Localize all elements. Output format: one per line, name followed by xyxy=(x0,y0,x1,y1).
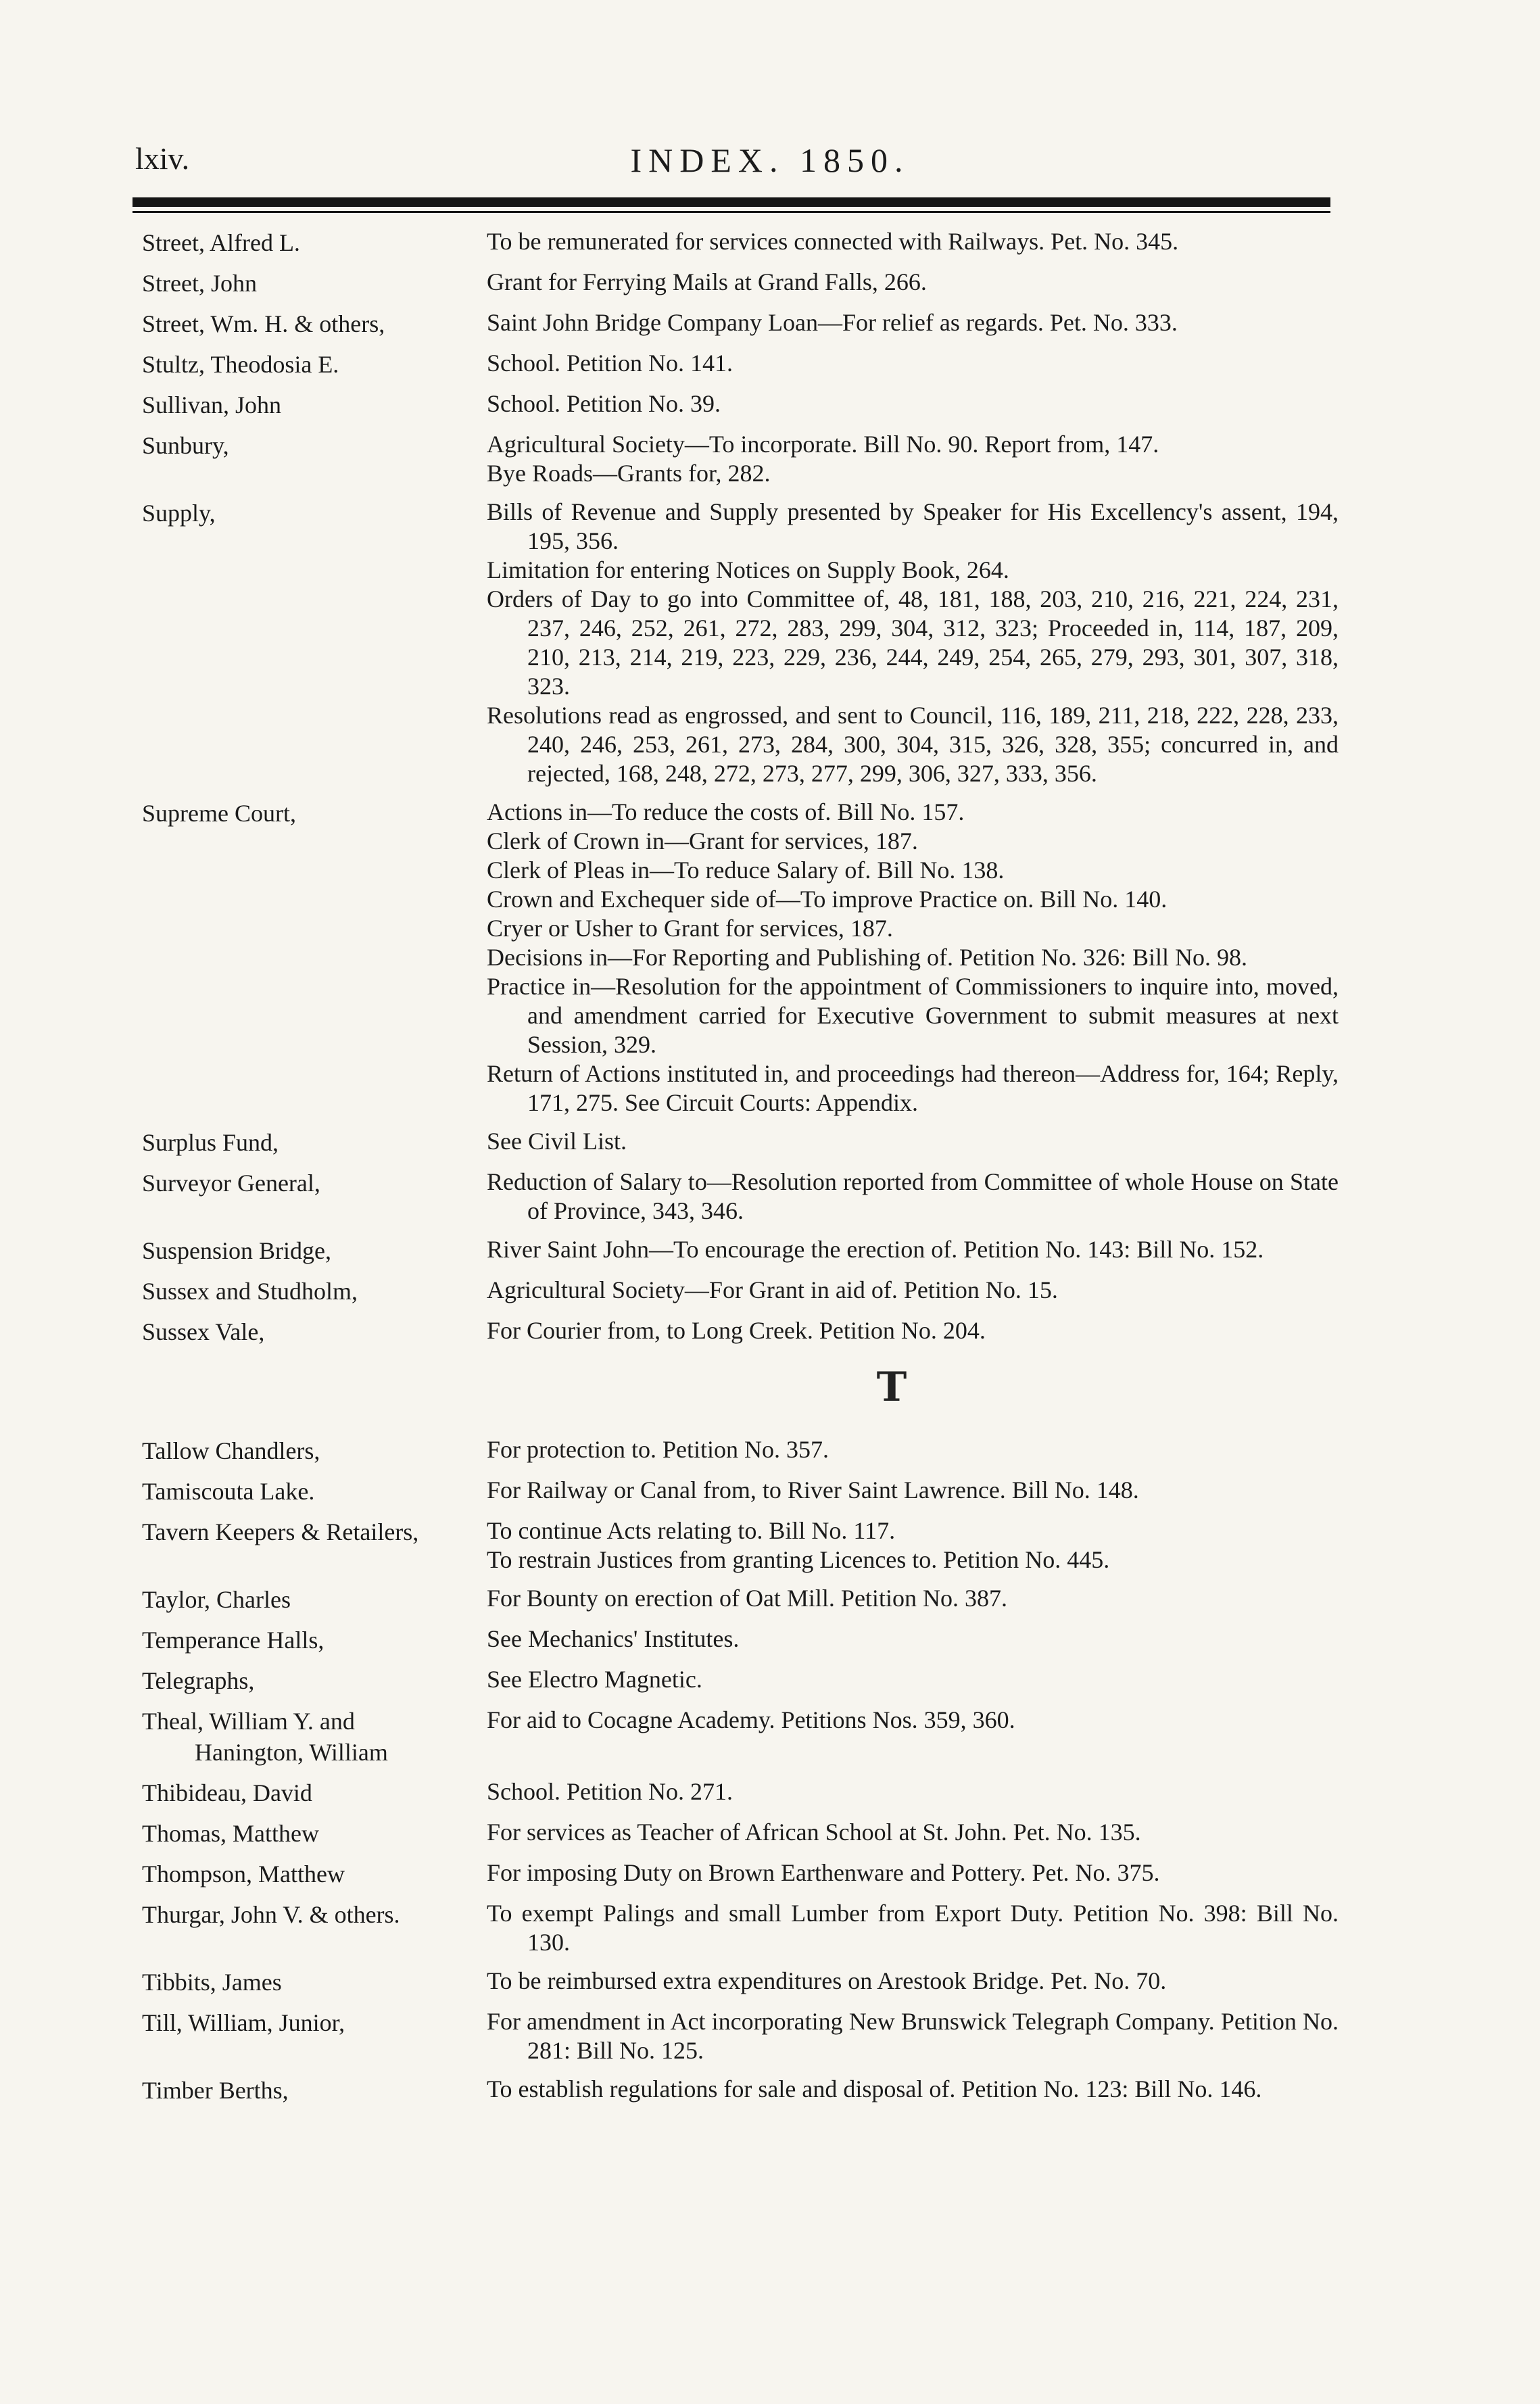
entry-name xyxy=(0,2075,487,2106)
entry-name xyxy=(0,430,487,488)
entry-line: Resolutions read as engrossed, and sent to Council, 116, 189, 211, 218, 222, 228, 233, 240, 246, 253, 261, 273, 284, 300, 304, 315, 326, 328, 355; concurred in, and rejected, 168, 248, 272, 273, 277, 299, 306, 327, 333, 356. xyxy=(487,702,1339,787)
entry-line: Orders of Day to go into Committee of, 48, 181, 188, 203, 210, 216, 221, 224, 231, 237, 246, 252, 261, 272, 283, 299, 304, 312, 323; Proceeded in, 114, 187, 209, 210, 213, 214, 219, 223, 229, 236, 244, 249, 254, 265, 279, 293, 301, 307, 318, 323. xyxy=(487,585,1339,700)
index-entry xyxy=(0,2007,1540,2065)
entry-name xyxy=(0,1777,487,1808)
entry-name xyxy=(0,1967,487,1998)
entry-line: See Civil List. xyxy=(487,1128,627,1155)
entry-name-text: Tamiscouta Lake. xyxy=(142,1478,315,1505)
entry-name xyxy=(0,1316,487,1347)
entry-name-text: Thurgar, John V. & others. xyxy=(142,1901,400,1928)
entry-name xyxy=(0,1168,487,1226)
entry-description xyxy=(487,2007,1339,2065)
entry-line: To be reimbursed extra expenditures on Arestook Bridge. Pet. No. 70. xyxy=(487,1967,1167,1994)
entry-name xyxy=(0,1127,487,1158)
header-rule-thin xyxy=(133,211,1330,213)
index-entry xyxy=(0,1818,1540,1849)
index-entry xyxy=(0,498,1540,788)
entry-name-text: Tallow Chandlers, xyxy=(142,1437,320,1464)
entry-name-text: Temperance Halls, xyxy=(142,1627,324,1654)
entry-line: Limitation for entering Notices on Supply Book, 264. xyxy=(487,556,1009,583)
entry-line: Practice in—Resolution for the appointment of Commissioners to inquire into, moved, and amendment carried for Executive Government to submit measures at next Session, 329. xyxy=(487,973,1339,1058)
index-entry xyxy=(0,2075,1540,2106)
index-entry xyxy=(0,1276,1540,1307)
entry-line: To be remunerated for services connected with Railways. Pet. No. 345. xyxy=(487,228,1179,255)
index-entry xyxy=(0,1858,1540,1890)
entry-description xyxy=(487,1777,1339,1808)
entry-name xyxy=(0,1899,487,1957)
entry-line: Clerk of Pleas in—To reduce Salary of. Bill No. 138. xyxy=(487,857,1005,884)
entry-line: For Bounty on erection of Oat Mill. Petition No. 387. xyxy=(487,1585,1007,1612)
entry-line: Crown and Exchequer side of—To improve Practice on. Bill No. 140. xyxy=(487,886,1168,913)
index-entry xyxy=(0,1899,1540,1957)
entry-description xyxy=(487,1168,1339,1226)
entry-description xyxy=(487,1316,1339,1347)
index-entry xyxy=(0,349,1540,380)
entry-line: Bye Roads—Grants for, 282. xyxy=(487,460,771,487)
index-entry xyxy=(0,389,1540,420)
entry-name-text: Sussex and Studholm, xyxy=(142,1278,358,1305)
page-header xyxy=(0,141,1540,188)
entry-name-text: Supreme Court, xyxy=(142,800,296,827)
entry-description xyxy=(487,1476,1339,1507)
index-entry xyxy=(0,1476,1540,1507)
entry-description xyxy=(487,1584,1339,1615)
index-entry xyxy=(0,1665,1540,1696)
index-entry xyxy=(0,1584,1540,1615)
entry-line: Actions in—To reduce the costs of. Bill No. 157. xyxy=(487,798,965,825)
entry-name-text: Thibideau, David xyxy=(142,1779,312,1806)
entry-line: For amendment in Act incorporating New Brunswick Telegraph Company. Petition No. 281: Bill No. 125. xyxy=(487,2008,1339,2064)
entry-name-text: Stultz, Theodosia E. xyxy=(142,351,339,378)
entry-name xyxy=(0,1584,487,1615)
entry-description xyxy=(487,2075,1339,2106)
entry-name xyxy=(0,1476,487,1507)
entry-description xyxy=(487,798,1339,1117)
index-entry xyxy=(0,1168,1540,1226)
section-letter: T xyxy=(876,1364,907,1411)
entry-name xyxy=(0,1516,487,1574)
entry-line: For Railway or Canal from, to River Saint Lawrence. Bill No. 148. xyxy=(487,1476,1139,1504)
entry-name xyxy=(0,1706,487,1768)
entry-description xyxy=(487,1899,1339,1957)
entry-name-text: Thompson, Matthew xyxy=(142,1860,345,1888)
entry-line: Bills of Revenue and Supply presented by Speaker for His Excellency's assent, 194, 195, 356. xyxy=(487,498,1339,554)
entry-name xyxy=(0,1276,487,1307)
index-entry xyxy=(0,1967,1540,1998)
entry-line: For services as Teacher of African School at St. John. Pet. No. 135. xyxy=(487,1819,1141,1846)
index-entry xyxy=(0,227,1540,258)
index-entry xyxy=(0,1777,1540,1808)
entry-description xyxy=(487,268,1339,299)
entry-name-text: Sullivan, John xyxy=(142,391,282,418)
s-entries-group xyxy=(0,227,1540,1347)
entry-name xyxy=(0,1435,487,1466)
entry-name-text: Theal, William Y. and xyxy=(142,1708,355,1735)
entry-name-text: Street, Alfred L. xyxy=(142,229,300,256)
index-entry xyxy=(0,308,1540,339)
t-entries-group xyxy=(0,1435,1540,2106)
entry-name xyxy=(0,349,487,380)
entry-description xyxy=(487,1858,1339,1890)
header-rule-thick xyxy=(133,197,1330,207)
entry-name-text: Timber Berths, xyxy=(142,2077,289,2104)
entry-line: School. Petition No. 39. xyxy=(487,390,721,417)
entry-name-text: Supply, xyxy=(142,500,216,527)
entry-line: Clerk of Crown in—Grant for services, 187. xyxy=(487,827,918,855)
entry-line: Saint John Bridge Company Loan—For relief as regards. Pet. No. 333. xyxy=(487,309,1178,336)
index-entry xyxy=(0,430,1540,488)
entry-name xyxy=(0,1235,487,1266)
entry-description xyxy=(487,349,1339,380)
entry-description xyxy=(487,1516,1339,1574)
entry-line: For imposing Duty on Brown Earthenware and Pottery. Pet. No. 375. xyxy=(487,1859,1160,1886)
entry-name-text: Tibbits, James xyxy=(142,1969,282,1996)
entry-line: For Courier from, to Long Creek. Petition No. 204. xyxy=(487,1317,986,1344)
entry-name-text: Taylor, Charles xyxy=(142,1586,291,1613)
page-title: INDEX. 1850. xyxy=(630,141,910,179)
entry-line: For protection to. Petition No. 357. xyxy=(487,1436,829,1463)
index-entry xyxy=(0,1435,1540,1466)
entry-name-text: Street, Wm. H. & others, xyxy=(142,310,385,337)
entry-name-text: Sunbury, xyxy=(142,432,229,459)
entry-line: See Electro Magnetic. xyxy=(487,1666,702,1693)
entry-line: Return of Actions instituted in, and proceedings had thereon—Address for, 164; Reply, 171, 275. See Circuit Courts: Appendix. xyxy=(487,1060,1339,1116)
entry-name xyxy=(0,389,487,420)
entry-line: See Mechanics' Institutes. xyxy=(487,1625,740,1652)
entry-name xyxy=(0,2007,487,2065)
index-entries xyxy=(0,227,1540,2115)
entry-line: To restrain Justices from granting Licences to. Petition No. 445. xyxy=(487,1546,1110,1573)
entry-description xyxy=(487,1276,1339,1307)
entry-line: Grant for Ferrying Mails at Grand Falls, 266. xyxy=(487,268,927,295)
entry-line: School. Petition No. 271. xyxy=(487,1778,733,1805)
entry-description xyxy=(487,498,1339,788)
index-entry xyxy=(0,1706,1540,1768)
entry-name xyxy=(0,1665,487,1696)
index-entry xyxy=(0,1127,1540,1158)
entry-name xyxy=(0,308,487,339)
entry-name-text: Surplus Fund, xyxy=(142,1129,279,1156)
entry-description xyxy=(487,1665,1339,1696)
entry-line: River Saint John—To encourage the erection of. Petition No. 143: Bill No. 152. xyxy=(487,1236,1264,1263)
entry-description xyxy=(487,1235,1339,1266)
entry-description xyxy=(487,1967,1339,1998)
entry-line: School. Petition No. 141. xyxy=(487,350,733,377)
index-entry xyxy=(0,1235,1540,1266)
entry-name-text: Street, John xyxy=(142,270,257,297)
entry-line: Cryer or Usher to Grant for services, 187. xyxy=(487,915,893,942)
page-number: lxiv. xyxy=(135,141,190,176)
index-entry xyxy=(0,1516,1540,1574)
entry-description xyxy=(487,308,1339,339)
entry-name xyxy=(0,1625,487,1656)
section-letter-row xyxy=(0,1364,1540,1411)
entry-description xyxy=(487,389,1339,420)
entry-description xyxy=(487,1706,1339,1768)
entry-description xyxy=(487,227,1339,258)
entry-description xyxy=(487,430,1339,488)
entry-name xyxy=(0,1858,487,1890)
entry-name-text: Suspension Bridge, xyxy=(142,1237,332,1264)
entry-line: Agricultural Society—For Grant in aid of. Petition No. 15. xyxy=(487,1276,1058,1303)
entry-name-text: Tavern Keepers & Retailers, xyxy=(142,1518,419,1545)
entry-line: Agricultural Society—To incorporate. Bill No. 90. Report from, 147. xyxy=(487,431,1159,458)
entry-name-text: Sussex Vale, xyxy=(142,1318,265,1345)
entry-line: Decisions in—For Reporting and Publishing of. Petition No. 326: Bill No. 98. xyxy=(487,944,1247,971)
entry-description xyxy=(487,1435,1339,1466)
entry-name xyxy=(0,1818,487,1849)
entry-name xyxy=(0,227,487,258)
entry-description xyxy=(487,1818,1339,1849)
index-entry xyxy=(0,798,1540,1117)
entry-line: Reduction of Salary to—Resolution reported from Committee of whole House on State of Province, 343, 346. xyxy=(487,1168,1339,1224)
entry-name-text: Thomas, Matthew xyxy=(142,1820,319,1847)
entry-name-continuation: Hanington, William xyxy=(195,1739,388,1766)
entry-name-text: Telegraphs, xyxy=(142,1667,255,1694)
index-entry xyxy=(0,1625,1540,1656)
entry-description xyxy=(487,1127,1339,1158)
entry-line: To exempt Palings and small Lumber from Export Duty. Petition No. 398: Bill No. 130. xyxy=(487,1900,1339,1956)
index-entry xyxy=(0,1316,1540,1347)
entry-line: For aid to Cocagne Academy. Petitions Nos. 359, 360. xyxy=(487,1706,1015,1733)
index-entry xyxy=(0,268,1540,299)
entry-description xyxy=(487,1625,1339,1656)
entry-name-text: Surveyor General, xyxy=(142,1170,320,1197)
entry-line: To continue Acts relating to. Bill No. 117. xyxy=(487,1517,896,1544)
entry-name-text: Till, William, Junior, xyxy=(142,2009,345,2036)
entry-name xyxy=(0,798,487,1117)
entry-name xyxy=(0,268,487,299)
entry-line: To establish regulations for sale and disposal of. Petition No. 123: Bill No. 146. xyxy=(487,2075,1262,2102)
entry-name xyxy=(0,498,487,788)
